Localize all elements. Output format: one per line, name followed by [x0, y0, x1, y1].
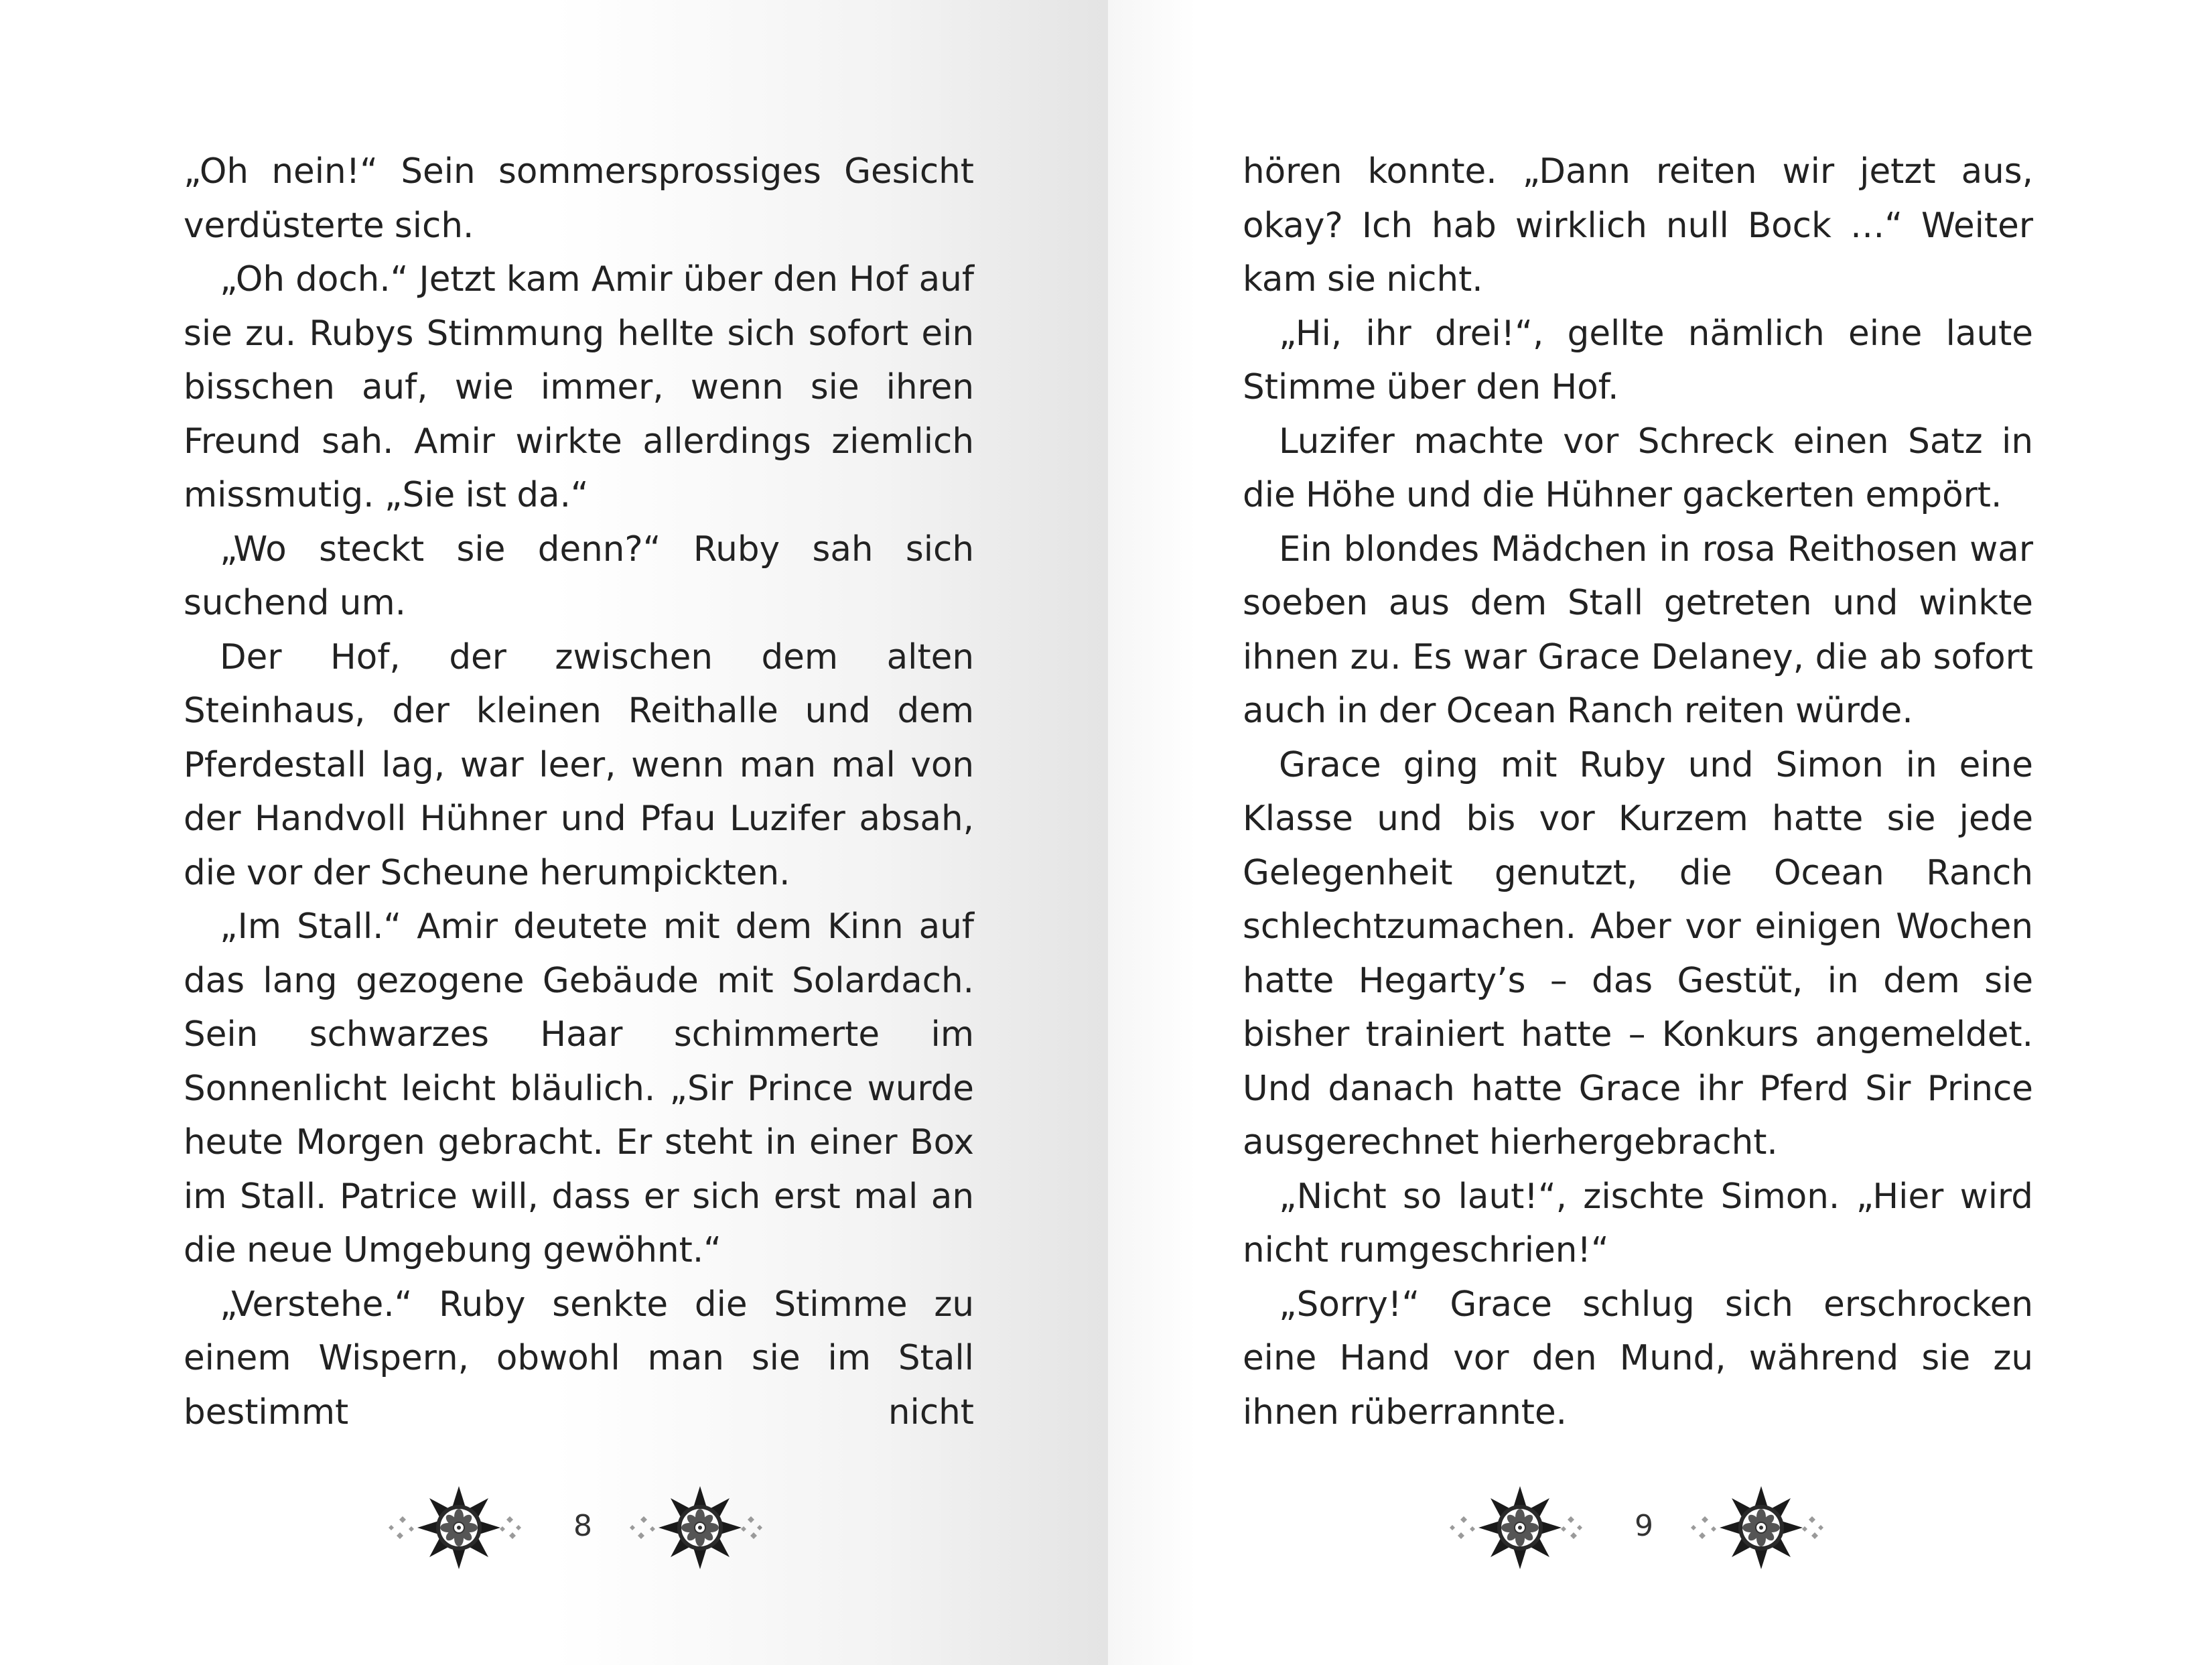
flower-ornament-icon [382, 1481, 536, 1575]
paragraph: „Hi, ihr drei!“, gellte nämlich eine laute Stimme über den Hof. [1243, 313, 2033, 407]
paragraph: „Oh nein!“ Sein sommersprossiges Gesicht verdüsterte sich. [184, 151, 974, 246]
paragraph: Luzifer machte vor Schreck einen Satz in die Höhe und die Hühner gackerten empört. [1243, 421, 2033, 515]
paragraph: „Sorry!“ Grace schlug sich erschrocken eine Hand vor den Mund, während sie zu ihnen rüberrannte. [1243, 1284, 2033, 1433]
paragraph: Grace ging mit Ruby und Simon in eine Klasse und bis vor Kurzem hatte sie jede Gelegenheit genutzt, die Ocean Ranch schlechtzumachen. Aber vor einigen Wochen hatte Hegarty’s – das Gestüt, in dem sie bisher trainiert hatte – Konkurs angemeldet. Und danach hatte Grace ihr Pferd Sir Prince ausgerechnet hierhergebracht. [1243, 744, 2033, 1162]
paragraph: „Im Stall.“ Amir deutete mit dem Kinn auf das lang gezogene Gebäude mit Solardach. Sein schwarzes Haar schimmerte im Sonnenlicht leicht bläulich. „Sir Prince wurde heute Morgen gebracht. Er steht in einer Box im Stall. Patrice will, dass er sich erst mal an die neue Umgebung gewöhnt.“ [184, 907, 974, 1270]
page-number: 9 [1635, 1509, 1653, 1543]
paragraph: hören konnte. „Dann reiten wir jetzt aus, okay? Ich hab wirklich null Bock …“ Weiter kam sie nicht. [1243, 151, 2033, 299]
paragraph: „Nicht so laut!“, zischte Simon. „Hier wird nicht rumgeschrien!“ [1243, 1176, 2033, 1270]
page-footer [382, 1481, 784, 1575]
paragraph: „Verstehe.“ Ruby senkte die Stimme zu einem Wispern, obwohl man sie im Stall bestimmt nicht [184, 1284, 974, 1433]
flower-ornament-icon [1443, 1481, 1597, 1575]
paragraph: Der Hof, der zwischen dem alten Steinhaus, der kleinen Reithalle und dem Pferdestall lag, war leer, wenn man mal von der Handvoll Hühner und Pfau Luzifer absah, die vor der Scheune herumpickten. [184, 637, 974, 893]
paragraph: „Wo steckt sie denn?“ Ruby sah sich suchend um. [184, 529, 974, 623]
flower-ornament-icon [623, 1481, 777, 1575]
flower-ornament-icon [1684, 1481, 1838, 1575]
page-footer [1443, 1481, 1845, 1575]
paragraph: Ein blondes Mädchen in rosa Reithosen war soeben aus dem Stall getreten und winkte ihnen zu. Es war Grace Delaney, die ab sofort auch in der Ocean Ranch reiten würde. [1243, 529, 2033, 731]
right-page-text [1243, 145, 2033, 1439]
left-page-text [184, 145, 974, 1439]
page-number: 8 [573, 1509, 592, 1543]
right-page [1108, 0, 2212, 1665]
paragraph: „Oh doch.“ Jetzt kam Amir über den Hof auf sie zu. Rubys Stimmung hellte sich sofort ein bisschen auf, wie immer, wenn sie ihren Freund sah. Amir wirkte allerdings ziemlich missmutig. „Sie ist da.“ [184, 259, 974, 515]
